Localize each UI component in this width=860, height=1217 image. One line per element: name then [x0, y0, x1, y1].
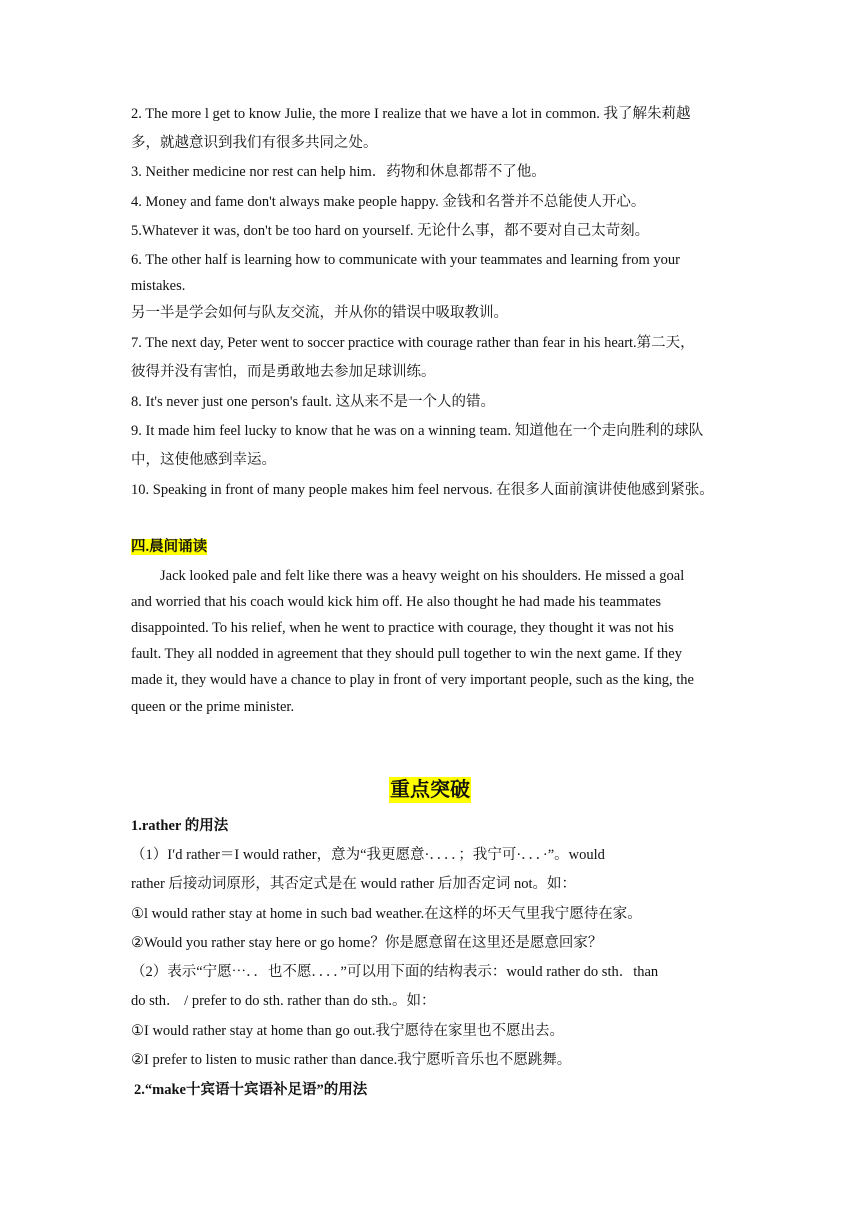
section-heading-morning-reading: 四.晨间诵读 — [131, 539, 208, 555]
sentence-line: mistakes. — [131, 278, 186, 294]
sentence-line: 10. Speaking in front of many people makes him feel nervous. 在很多人面前演讲使他感到紧张。 — [131, 482, 714, 498]
reading-paragraph-line: Jack looked pale and felt like there was a heavy weight on his shoulders. He missed a goal — [160, 568, 685, 584]
sentence-line: 6. The other half is learning how to communicate with your teammates and learning from your — [131, 252, 680, 268]
reading-paragraph-line: made it, they would have a chance to play in front of very important people, such as the king, the — [131, 672, 694, 688]
sentence-line: 彼得并没有害怕，而是勇敢地去参加足球训练。 — [131, 364, 436, 380]
reading-paragraph-line: fault. They all nodded in agreement that they should pull together to win the next game. If they — [131, 646, 682, 662]
sentence-line: 9. It made him feel lucky to know that he was on a winning team. 知道他在一个走向胜利的球队 — [131, 423, 704, 439]
sentence-line: 7. The next day, Peter went to soccer practice with courage rather than fear in his heart.第二天， — [131, 335, 695, 351]
focus-section-title: 重点突破 — [390, 779, 470, 801]
reading-paragraph-line: disappointed. To his relief, when he went to practice with courage, they thought it was not his — [131, 620, 674, 636]
grammar-point-line: （2）表示“宁愿⋯．．也不愿．．．．”可以用下面的结构表示：would rather do sth．than — [131, 964, 659, 980]
reading-paragraph-line: and worried that his coach would kick him off. He also thought he had made his teammates — [131, 594, 662, 610]
sentence-line: 另一半是学会如何与队友交流，并从你的错误中吸取教训。 — [131, 305, 508, 321]
grammar-point-heading: 2.“make十宾语十宾语补足语”的用法 — [134, 1082, 368, 1098]
grammar-point-line: ②Would you rather stay here or go home？你是愿意留在这里还是愿意回家？ — [131, 935, 603, 951]
sentence-line: 5.Whatever it was, don't be too hard on yourself. 无论什么事，都不要对自己太苛刻。 — [131, 223, 650, 239]
sentence-line: 3. Neither medicine nor rest can help him．药物和休息都帮不了他。 — [131, 164, 546, 180]
grammar-point-line: ①l would rather stay at home in such bad weather.在这样的坏天气里我宁愿待在家。 — [131, 906, 642, 922]
sentence-line: 8. It's never just one person's fault. 这从来不是一个人的错。 — [131, 394, 496, 410]
sentence-line: 中，这使他感到幸运。 — [131, 452, 276, 468]
grammar-point-heading: 1.rather 的用法 — [131, 818, 229, 834]
reading-paragraph-line: queen or the prime minister. — [131, 699, 295, 715]
grammar-point-line: ②I prefer to listen to music rather than dance.我宁愿听音乐也不愿跳舞。 — [131, 1052, 572, 1068]
grammar-point-line: ①I would rather stay at home than go out.我宁愿待在家里也不愿出去。 — [131, 1023, 565, 1039]
sentence-line: 4. Money and fame don't always make people happy. 金钱和名誉并不总能使人开心。 — [131, 194, 646, 210]
grammar-point-line: rather 后接动词原形，其否定式是在 would rather 后加否定词 not。如： — [131, 876, 577, 892]
grammar-point-line: do sth． / prefer to do sth. rather than do sth.。如： — [131, 993, 436, 1009]
grammar-point-line: （1）I′d rather＝I would rather，意为“我更愿意·．．．．；我宁可·．．．·”。would — [131, 847, 605, 863]
sentence-line: 多，就越意识到我们有很多共同之处。 — [131, 135, 378, 151]
sentence-line: 2. The more l get to know Julie, the more I realize that we have a lot in common. 我了解朱莉越 — [131, 106, 691, 122]
